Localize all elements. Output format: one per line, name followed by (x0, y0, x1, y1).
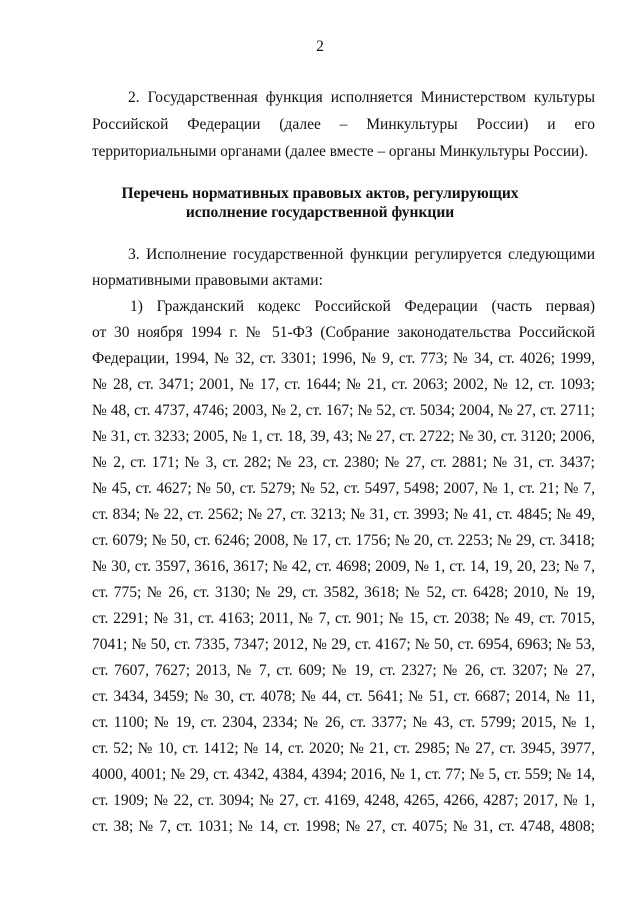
section-heading-line-1: Перечень нормативных правовых актов, регулирующих (121, 185, 519, 202)
item1-line-8: № 45, ст. 4627; № 50, ст. 5279; № 52, ст. 5497, 5498; 2007, № 1, ст. 21; № 7, (92, 480, 595, 497)
item1-line-9: ст. 834; № 22, ст. 2562; № 27, ст. 3213; № 31, ст. 3993; № 41, ст. 4845; № 49, (92, 506, 595, 523)
item1-line-10: ст. 6079; № 50, ст. 6246; 2008, № 17, ст. 1756; № 20, ст. 2253; № 29, ст. 3418; (92, 532, 595, 549)
item1-line-15: ст. 7607, 7627; 2013, № 7, ст. 609; № 19, ст. 2327; № 26, ст. 3207; № 27, (92, 662, 595, 679)
section-heading-line-2: исполнение государственной функции (185, 204, 455, 221)
para3-line-1: 3. Исполнение государственной функции регулируется следующими (128, 246, 595, 263)
item1-line-5: № 48, ст. 4737, 4746; 2003, № 2, ст. 167; № 52, ст. 5034; 2004, № 27, ст. 2711; (92, 402, 595, 419)
item1-line-19: 4000, 4001; № 29, ст. 4342, 4384, 4394; 2016, № 1, ст. 77; № 5, ст. 559; № 14, (92, 766, 595, 783)
item1-line-20: ст. 1909; № 22, ст. 3094; № 27, ст. 4169, 4248, 4265, 4266, 4287; 2017, № 1, (92, 792, 595, 809)
item1-line-21: ст. 38; № 7, ст. 1031; № 14, ст. 1998; № 27, ст. 4075; № 31, ст. 4748, 4808; (92, 818, 595, 835)
item1-line-13: ст. 2291; № 31, ст. 4163; 2011, № 7, ст. 901; № 15, ст. 2038; № 49, ст. 7015, (92, 610, 595, 627)
item1-line-6: № 31, ст. 3233; 2005, № 1, ст. 18, 39, 43; № 27, ст. 2722; № 30, ст. 3120; 2006, (92, 428, 595, 445)
item1-line-12: ст. 775; № 26, ст. 3130; № 29, ст. 3582, 3618; № 52, ст. 6428; 2010, № 19, (92, 584, 595, 601)
item1-line-16: ст. 3434, 3459; № 30, ст. 4078; № 44, ст. 5641; № 51, ст. 6687; 2014, № 11, (92, 688, 595, 705)
item1-line-14: 7041; № 50, ст. 7335, 7347; 2012, № 29, ст. 4167; № 50, ст. 6954, 6963; № 53, (92, 636, 595, 653)
para2-line-1: 2. Государственная функция исполняется Министерством культуры (128, 89, 595, 106)
para2-line-3: территориальными органами (далее вместе – органы Минкультуры России). (92, 143, 589, 160)
item1-line-3: Федерации, 1994, № 32, ст. 3301; 1996, № 9, ст. 773; № 34, ст. 4026; 1999, (92, 350, 595, 367)
item1-line-17: ст. 1100; № 19, ст. 2304, 2334; № 26, ст. 3377; № 43, ст. 5799; 2015, № 1, (92, 714, 595, 731)
item1-line-18: ст. 52; № 10, ст. 1412; № 14, ст. 2020; № 21, ст. 2985; № 27, ст. 3945, 3977, (92, 740, 595, 757)
para2-line-2: Российской Федерации (далее – Минкультуры России) и его (92, 116, 595, 133)
para3-line-2: нормативными правовыми актами: (92, 272, 323, 289)
item1-line-11: № 30, ст. 3597, 3616, 3617; № 42, ст. 4698; 2009, № 1, ст. 14, 19, 20, 23; № 7, (92, 558, 595, 575)
item1-line-1: 1) Гражданский кодекс Российской Федерации (часть первая) (130, 298, 595, 315)
page-number: 2 (316, 38, 324, 55)
item1-line-4: № 28, ст. 3471; 2001, № 17, ст. 1644; № 21, ст. 2063; 2002, № 12, ст. 1093; (92, 376, 595, 393)
item1-line-7: № 2, ст. 171; № 3, ст. 282; № 23, ст. 2380; № 27, ст. 2881; № 31, ст. 3437; (92, 454, 595, 471)
item1-line-2: от 30 ноября 1994 г. № 51-ФЗ (Собрание законодательства Российской (92, 324, 595, 341)
